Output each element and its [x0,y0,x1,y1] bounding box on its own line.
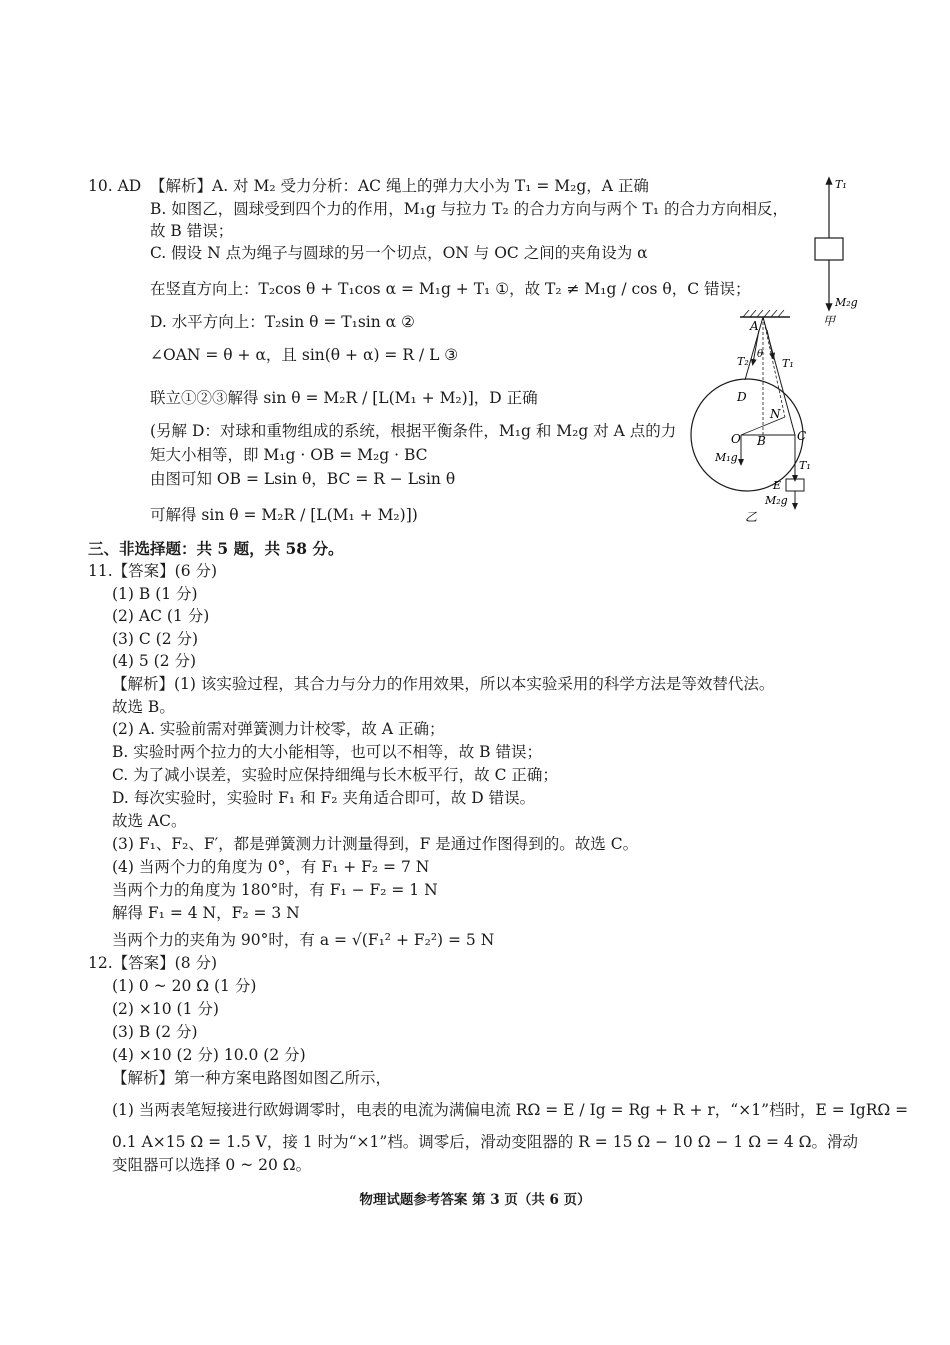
q12-answer-1: (1) 0 ~ 20 Ω (1 分) [112,977,257,995]
q10-line-8: 联立①②③解得 sin θ = M₂R / [L(M₁ + M₂)]，D 正确 [150,389,538,407]
q11-answer-4: (4) 5 (2 分) [112,652,197,670]
q11-analysis-2: 故选 B。 [112,698,175,716]
q10-line-5: 在竖直方向上：T₂cos θ + T₁cos α = M₁g + T₁ ①，故 T₂ ≠ M₁g / cos θ，C 错误； [150,280,751,298]
section-heading: 三、非选择题：共 5 题，共 58 分。 [88,539,344,558]
q10-line-9: (另解 D：对球和重物组成的系统，根据平衡条件，M₁g 和 M₂g 对 A 点的力 [150,422,677,440]
q11-analysis-9: (4) 当两个力的角度为 0°，有 F₁ + F₂ = 7 N [112,858,430,876]
label-e: E [773,479,782,492]
t1-arrow-a [767,330,773,357]
q12-answer-2: (2) ×10 (1 分) [112,1000,219,1018]
q11-analysis-6: D. 每次实验时，实验时 F₁ 和 F₂ 夹角适合即可，故 D 错误。 [112,789,536,807]
label-n: N [770,407,781,421]
q10-line-4: C. 假设 N 点为绳子与圆球的另一个切点，ON 与 OC 之间的夹角设为 α [150,244,648,262]
q10-line-10: 矩大小相等，即 M₁g · OB = M₂g · BC [150,446,428,464]
q10-line-12: 可解得 sin θ = M₂R / [L(M₁ + M₂)]) [150,506,418,524]
q12-answer-3: (3) B (2 分) [112,1023,198,1041]
label-t1-c: T₁ [799,459,811,472]
label-t2: T₂ [737,355,749,368]
q11-analysis-11: 解得 F₁ = 4 N，F₂ = 3 N [112,904,300,922]
q11-answer-3: (3) C (2 分) [112,630,199,648]
q10-line-6: D. 水平方向上：T₂sin θ = T₁sin α ② [150,313,415,331]
label-c: C [797,429,807,443]
q10-line-2: B. 如图乙，圆球受到四个力的作用，M₁g 与拉力 T₂ 的合力方向与两个 T₁ 的合力方向相反， [150,200,788,218]
label-m2g: M₂g [765,494,788,507]
q11-analysis-1: 【解析】(1) 该实验过程，其合力与分力的作用效果，所以本实验采用的科学方法是等效替代法。 [112,675,775,693]
q12-analysis-2: (1) 当两表笔短接进行欧姆调零时，电表的电流为满偏电流 RΩ = E / Ig = Rg + R + r，“×1”档时，E = IgRΩ = [112,1101,909,1119]
q10-line-3: 故 B 错误； [150,222,234,240]
jia-label: 甲 [823,314,836,328]
q10-line-7: ∠OAN = θ + α，且 sin(θ + α) = R / L ③ [150,346,459,364]
q10-line-1: 【解析】A. 对 M₂ 受力分析：AC 绳上的弹力大小为 T₁ = M₂g，A 正确 [150,177,649,195]
q12-analysis-4: 变阻器可以选择 0 ~ 20 Ω。 [112,1156,312,1174]
weight-e [786,479,804,491]
q12-analysis-1: 【解析】第一种方案电路图如图乙所示， [112,1069,392,1087]
label-d: D [737,390,747,404]
q11-answer-1: (1) B (1 分) [112,585,198,603]
q12-answer-4: (4) ×10 (2 分) 10.0 (2 分) [112,1046,306,1064]
q11-analysis-4: B. 实验时两个拉力的大小能相等，也可以不相等，故 B 错误； [112,743,542,761]
q11-answer-title: 11.【答案】(6 分) [88,562,218,580]
m2g-label: M₂g [835,296,858,309]
figure-yi [685,305,865,530]
q11-analysis-12: 当两个力的夹角为 90°时，有 a = √(F₁² + F₂²) = 5 N [112,931,495,949]
label-a: A [750,319,759,333]
ceiling-hatch [743,310,784,317]
t1-label: T₁ [835,178,847,191]
q12-answer-title: 12.【答案】(8 分) [88,954,218,972]
label-yi: 乙 [745,510,758,524]
q10-number: 10. AD [88,177,142,195]
q11-analysis-10: 当两个力的角度为 180°时，有 F₁ − F₂ = 1 N [112,881,438,899]
q10-line-11: 由图可知 OB = Lsin θ，BC = R − Lsin θ [150,470,456,488]
page-footer: 物理试题参考答案 第 3 页（共 6 页） [359,1192,591,1208]
q11-answer-2: (2) AC (1 分) [112,607,210,625]
q11-analysis-5: C. 为了减小误差，实验时应保持细绳与长木板平行，故 C 正确； [112,766,558,784]
label-b: B [757,434,766,448]
label-m1g: M₁g [715,451,738,464]
q12-analysis-3: 0.1 A×15 Ω = 1.5 V，接 1 时为“×1”档。调零后，滑动变阻器的 R = 15 Ω − 10 Ω − 1 Ω = 4 Ω。滑动 [112,1133,859,1151]
q11-analysis-7: 故选 AC。 [112,812,187,830]
label-t1-a: T₁ [782,357,794,370]
label-o: O [731,432,741,446]
q11-analysis-8: (3) F₁、F₂、F′，都是弹簧测力计测量得到，F 是通过作图得到的。故选 C。 [112,835,639,853]
weight-block [815,238,843,260]
q11-analysis-3: (2) A. 实验前需对弹簧测力计校零，故 A 正确； [112,720,445,738]
label-theta: θ [757,349,764,360]
